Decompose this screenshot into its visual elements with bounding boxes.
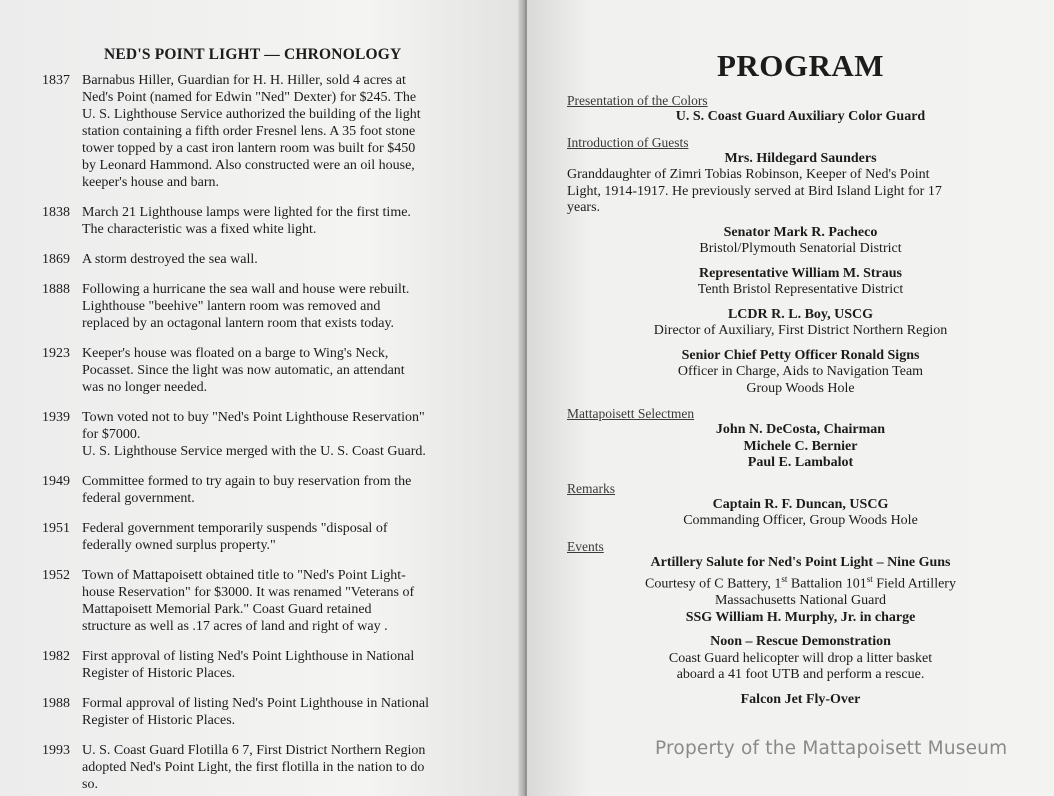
chronology-text bbox=[82, 409, 494, 460]
chronology-line: Federal government temporarily suspends "disposal of bbox=[82, 521, 388, 536]
chronology-text bbox=[82, 72, 494, 191]
chronology-year: 1869 bbox=[42, 252, 70, 267]
remarks-block bbox=[567, 497, 1034, 530]
event-title: Falcon Jet Fly-Over bbox=[740, 691, 861, 707]
chronology-entry bbox=[42, 409, 494, 460]
chronology-text bbox=[82, 742, 494, 793]
museum-watermark: Property of the Mattapoisett Museum bbox=[655, 738, 1008, 759]
chronology-year: 1949 bbox=[42, 474, 70, 489]
chronology-year: 1988 bbox=[42, 696, 70, 711]
chronology-year: 1837 bbox=[42, 73, 70, 88]
guest-signs bbox=[567, 348, 1034, 398]
chronology-line: Register of Historic Places. bbox=[82, 713, 236, 728]
section-remarks: Remarks bbox=[567, 480, 615, 496]
guest-name: LCDR R. L. Boy, USCG bbox=[727, 306, 874, 322]
guest-description: Officer in Charge, Aids to Navigation Team bbox=[677, 364, 924, 379]
chronology-year: 1923 bbox=[42, 346, 70, 361]
program-title: PROGRAM bbox=[716, 48, 885, 83]
selectmen-block bbox=[567, 422, 1034, 472]
chronology-text bbox=[82, 567, 494, 635]
chronology-line: Formal approval of listing Ned's Point Lighthouse in National bbox=[82, 696, 430, 711]
chronology-line: Committee formed to try again to buy reservation from the bbox=[82, 474, 412, 489]
chronology-line: by Leonard Hammond. Also constructed were an oil house, bbox=[82, 158, 415, 173]
ordinal-suffix: st bbox=[781, 574, 788, 584]
event-description: aboard a 41 foot UTB and perform a rescue. bbox=[676, 667, 925, 683]
chronology-year: 1888 bbox=[42, 282, 70, 297]
guest-description: Bristol/Plymouth Senatorial District bbox=[699, 241, 902, 256]
guest-name: Senator Mark R. Pacheco bbox=[723, 224, 878, 240]
ordinal-suffix: st bbox=[866, 574, 873, 584]
guest-description: years. bbox=[567, 200, 601, 215]
chronology-text bbox=[82, 473, 494, 507]
chronology-text bbox=[82, 648, 494, 682]
chronology-text bbox=[82, 281, 494, 332]
chronology-text bbox=[82, 345, 494, 396]
section-introduction-of-guests: Introduction of Guests bbox=[567, 134, 689, 150]
chronology-line: keeper's house and barn. bbox=[82, 175, 220, 190]
chronology-line: U. S. Lighthouse Service merged with the U. S. Coast Guard. bbox=[82, 444, 426, 459]
right-page bbox=[527, 0, 1054, 796]
chronology-line: station containing a fifth order Fresnel lens. A 35 foot stone bbox=[82, 124, 416, 139]
guest-pacheco bbox=[567, 225, 1034, 258]
chronology-entry bbox=[42, 204, 494, 238]
chronology-line: replaced by an octagonal lantern room that exists today. bbox=[82, 316, 395, 331]
chronology-line: Ned's Point (named for Edwin "Ned" Dexter) for $245. The bbox=[82, 90, 417, 105]
chronology-entry bbox=[42, 520, 494, 554]
chronology-list bbox=[42, 72, 494, 793]
chronology-line: federal government. bbox=[82, 491, 195, 506]
chronology-year: 1952 bbox=[42, 568, 70, 583]
chronology-line: March 21 Lighthouse lamps were lighted for the first time. bbox=[82, 205, 411, 220]
chronology-entry bbox=[42, 345, 494, 396]
chronology-entry bbox=[42, 567, 494, 635]
guest-name: Representative William M. Straus bbox=[699, 265, 902, 281]
guest-description: Group Woods Hole bbox=[746, 380, 855, 396]
chronology-line: Mattapoisett Memorial Park." Coast Guard retained bbox=[82, 602, 372, 617]
chronology-text bbox=[82, 695, 494, 729]
chronology-line: tower topped by a cast iron lantern room was built for $450 bbox=[82, 141, 416, 156]
chronology-line: Barnabus Hiller, Guardian for H. H. Hiller, sold 4 acres at bbox=[82, 73, 406, 88]
guest-description: Granddaughter of Zimri Tobias Robinson, Keeper of Ned's Point bbox=[567, 167, 930, 182]
chronology-title: NED'S POINT LIGHT — CHRONOLOGY bbox=[104, 46, 402, 63]
left-page bbox=[0, 0, 524, 796]
chronology-line: Keeper's house was floated on a barge to Wing's Neck, bbox=[82, 346, 389, 361]
chronology-entry bbox=[42, 281, 494, 332]
chronology-entry bbox=[42, 251, 494, 268]
selectman-name: John N. DeCosta, Chairman bbox=[715, 422, 886, 437]
event-description: Massachusetts National Guard bbox=[714, 593, 887, 609]
chronology-line: so. bbox=[82, 777, 98, 792]
event-text: Battalion 101 bbox=[787, 576, 867, 592]
chronology-line: federally owned surplus property." bbox=[82, 538, 276, 553]
color-guard-block bbox=[567, 109, 1034, 126]
guest-name: Senior Chief Petty Officer Ronald Signs bbox=[681, 347, 920, 363]
event-artillery-salute bbox=[567, 555, 1034, 627]
guest-saunders bbox=[567, 151, 1034, 217]
chronology-entry bbox=[42, 648, 494, 682]
chronology-year: 1982 bbox=[42, 649, 70, 664]
chronology-line: house Reservation" for $3000. It was renamed "Veterans of bbox=[82, 585, 415, 600]
chronology-text bbox=[82, 204, 494, 238]
event-description: SSG William H. Murphy, Jr. in charge bbox=[685, 609, 916, 625]
speaker-description: Commanding Officer, Group Woods Hole bbox=[683, 513, 918, 528]
guest-straus bbox=[567, 266, 1034, 299]
guest-boy bbox=[567, 307, 1034, 340]
selectman-name: Michele C. Bernier bbox=[743, 438, 858, 454]
chronology-year: 1939 bbox=[42, 410, 70, 425]
event-rescue-demo bbox=[567, 634, 1034, 684]
chronology-line: Town voted not to buy "Ned's Point Lighthouse Reservation" bbox=[82, 410, 425, 425]
chronology-year: 1993 bbox=[42, 743, 70, 758]
color-guard-name: U. S. Coast Guard Auxiliary Color Guard bbox=[675, 109, 926, 124]
chronology-line: First approval of listing Ned's Point Lighthouse in National bbox=[82, 649, 415, 664]
event-description bbox=[567, 571, 1034, 593]
chronology-line: structure as well as .17 acres of land and right of way . bbox=[82, 619, 388, 634]
chronology-line: Pocasset. Since the light was now automatic, an attendant bbox=[82, 363, 405, 378]
chronology-line: for $7000. bbox=[82, 427, 141, 442]
guest-description: Light, 1914-1917. He previously served at Bird Island Light for 17 bbox=[567, 183, 942, 199]
event-fly-over bbox=[567, 692, 1034, 709]
chronology-line: A storm destroyed the sea wall. bbox=[82, 252, 258, 267]
speaker-name: Captain R. F. Duncan, USCG bbox=[712, 496, 889, 512]
event-text: Courtesy of C Battery, 1 bbox=[645, 576, 782, 592]
chronology-entry bbox=[42, 742, 494, 793]
guest-description: Tenth Bristol Representative District bbox=[697, 282, 904, 297]
chronology-entry bbox=[42, 72, 494, 191]
event-title: Noon – Rescue Demonstration bbox=[710, 634, 891, 650]
guest-name: Mrs. Hildegard Saunders bbox=[724, 150, 877, 166]
chronology-text bbox=[82, 251, 494, 268]
event-title: Artillery Salute for Ned's Point Light – Nine Guns bbox=[650, 554, 951, 570]
chronology-line: The characteristic was a fixed white light. bbox=[82, 222, 317, 237]
chronology-line: adopted Ned's Point Light, the first flotilla in the nation to do bbox=[82, 760, 425, 775]
event-description: Coast Guard helicopter will drop a litter basket bbox=[668, 650, 933, 666]
chronology-year: 1951 bbox=[42, 521, 70, 536]
section-events: Events bbox=[567, 538, 604, 554]
chronology-line: U. S. Lighthouse Service authorized the building of the light bbox=[82, 107, 421, 122]
chronology-entry bbox=[42, 473, 494, 507]
guest-description: Director of Auxiliary, First District Northern Region bbox=[653, 323, 948, 338]
chronology-year: 1838 bbox=[42, 205, 70, 220]
chronology-entry bbox=[42, 695, 494, 729]
section-selectmen: Mattapoisett Selectmen bbox=[567, 406, 695, 421]
selectman-name: Paul E. Lambalot bbox=[747, 455, 854, 470]
chronology-line: Lighthouse "beehive" lantern room was removed and bbox=[82, 299, 381, 314]
event-text: Field Artillery bbox=[872, 576, 956, 592]
chronology-line: Register of Historic Places. bbox=[82, 666, 236, 681]
chronology-text bbox=[82, 520, 494, 554]
chronology-line: Following a hurricane the sea wall and house were rebuilt. bbox=[82, 282, 410, 297]
section-presentation-of-colors: Presentation of the Colors bbox=[567, 93, 708, 108]
chronology-line: U. S. Coast Guard Flotilla 6 7, First District Northern Region bbox=[82, 743, 426, 758]
chronology-line: was no longer needed. bbox=[82, 380, 208, 395]
chronology-line: Town of Mattapoisett obtained title to "Ned's Point Light- bbox=[82, 568, 406, 583]
